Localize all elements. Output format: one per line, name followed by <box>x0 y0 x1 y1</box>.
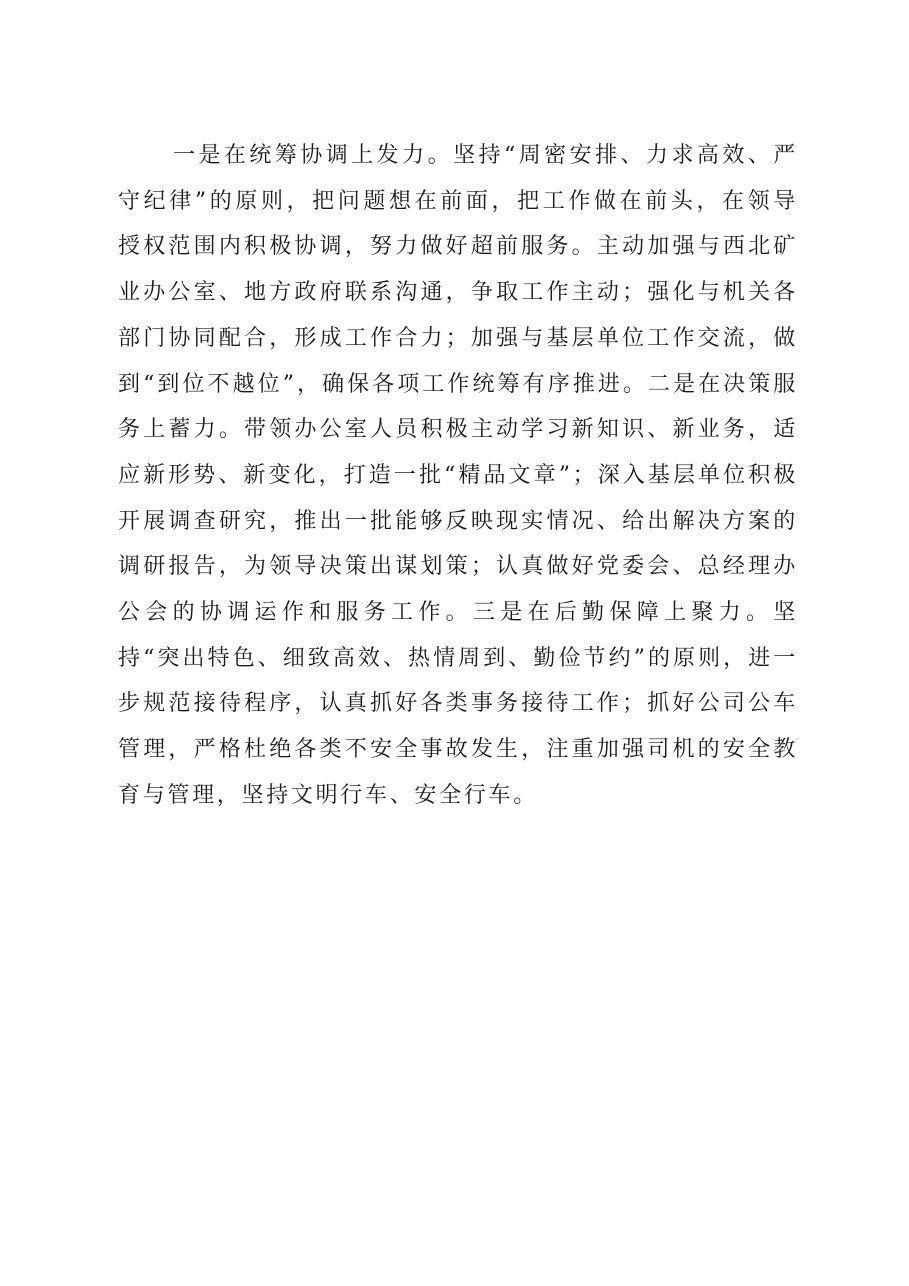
body-paragraph: 一是在统筹协调上发力。坚持“周密安排、力求高效、严守纪律”的原则，把问题想在前面，把工作做在前头，在领导授权范围内积极协调，努力做好超前服务。主动加强与西北矿业办公室、地方政府联系沟通，争取工作主动；强化与机关各部门协同配合，形成工作合力；加强与基层单位工作交流，做到“到位不越位”，确保各项工作统筹有序推进。二是在决策服务上蓄力。带领办公室人员积极主动学习新知识、新业务，适应新形势、新变化，打造一批“精品文章”；深入基层单位积极开展调查研究，推出一批能够反映现实情况、给出解决方案的调研报告，为领导决策出谋划策；认真做好党委会、总经理办公会的协调运作和服务工作。三是在后勤保障上聚力。坚持“突出特色、细致高效、热情周到、勤俭节约”的原则，进一步规范接待程序，认真抓好各类事务接待工作；抓好公司公车管理，严格杜绝各类不安全事故发生，注重加强司机的安全教育与管理，坚持文明行车、安全行车。 <box>118 143 798 808</box>
